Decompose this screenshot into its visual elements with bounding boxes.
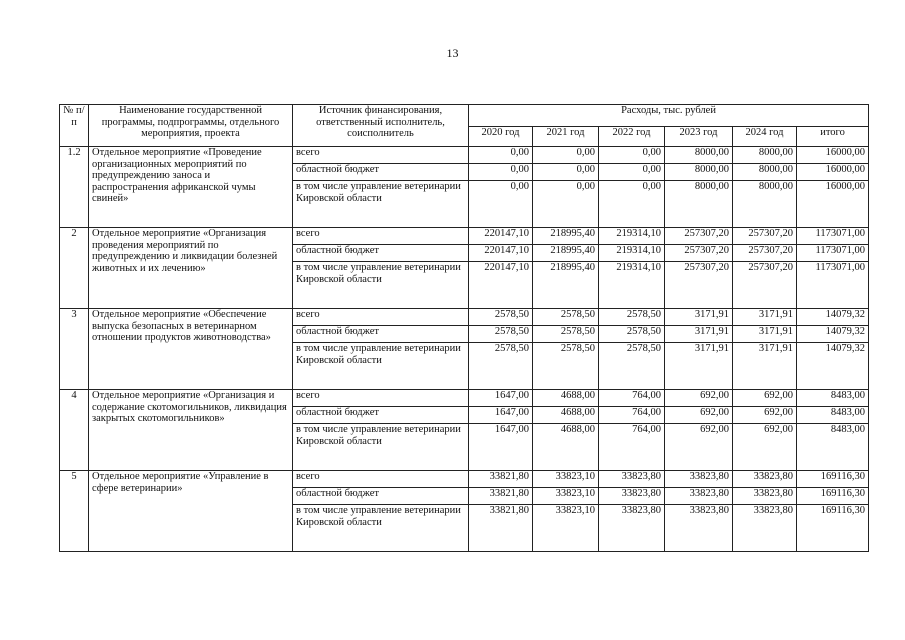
total-value: 1173071,00 — [797, 228, 869, 245]
year-value: 257307,20 — [733, 262, 797, 309]
year-value: 220147,10 — [469, 228, 533, 245]
header-num: № п/п — [60, 105, 89, 147]
page-number: 13 — [446, 46, 459, 60]
year-value: 218995,40 — [533, 228, 599, 245]
funding-source: областной бюджет — [293, 245, 469, 262]
total-value: 16000,00 — [797, 164, 869, 181]
year-value: 764,00 — [599, 390, 665, 407]
header-name: Наименование государственной программы, подпрограммы, отдельного мероприятия, проекта — [89, 105, 293, 147]
year-value: 2578,50 — [533, 309, 599, 326]
year-value: 33823,10 — [533, 488, 599, 505]
table-row — [60, 147, 869, 164]
year-value: 8000,00 — [733, 147, 797, 164]
total-value: 1173071,00 — [797, 262, 869, 309]
year-value: 220147,10 — [469, 262, 533, 309]
year-value: 257307,20 — [665, 245, 733, 262]
header-expenses: Расходы, тыс. рублей — [469, 105, 869, 127]
header-year: 2024 год — [733, 127, 797, 147]
funding-source: всего — [293, 390, 469, 407]
measure-name: Отдельное мероприятие «Организация и содержание скотомогильников, ликвидация закрытых скотомогильников» — [89, 390, 293, 471]
measure-name: Отдельное мероприятие «Проведение организационных мероприятий по предупреждению заноса и распространения африканской чумы свиней» — [89, 147, 293, 228]
total-value: 8483,00 — [797, 390, 869, 407]
row-number: 1.2 — [60, 147, 89, 228]
year-value: 8000,00 — [665, 181, 733, 228]
table-row — [60, 471, 869, 488]
year-value: 3171,91 — [733, 309, 797, 326]
year-value: 0,00 — [469, 181, 533, 228]
row-number: 4 — [60, 390, 89, 471]
year-value: 2578,50 — [599, 343, 665, 390]
year-value: 218995,40 — [533, 262, 599, 309]
year-value: 220147,10 — [469, 245, 533, 262]
table-row — [60, 228, 869, 245]
row-number: 3 — [60, 309, 89, 390]
measure-name: Отдельное мероприятие «Управление в сфере ветеринарии» — [89, 471, 293, 552]
year-value: 2578,50 — [599, 326, 665, 343]
total-value: 8483,00 — [797, 424, 869, 471]
year-value: 8000,00 — [733, 181, 797, 228]
table-body — [60, 147, 869, 552]
funding-source: в том числе управление ветеринарии Кировской области — [293, 424, 469, 471]
funding-source: всего — [293, 471, 469, 488]
year-value: 257307,20 — [733, 245, 797, 262]
total-value: 8483,00 — [797, 407, 869, 424]
year-value: 0,00 — [599, 164, 665, 181]
year-value: 692,00 — [665, 407, 733, 424]
header-source: Источник финансирования, ответственный исполнитель, соисполнитель — [293, 105, 469, 147]
year-value: 692,00 — [733, 390, 797, 407]
year-value: 692,00 — [733, 424, 797, 471]
year-value: 4688,00 — [533, 407, 599, 424]
funding-source: в том числе управление ветеринарии Кировской области — [293, 262, 469, 309]
year-value: 219314,10 — [599, 262, 665, 309]
total-value: 169116,30 — [797, 505, 869, 552]
year-value: 33823,80 — [665, 488, 733, 505]
year-value: 33823,80 — [733, 488, 797, 505]
year-value: 33823,80 — [665, 505, 733, 552]
funding-source: областной бюджет — [293, 164, 469, 181]
funding-source: в том числе управление ветеринарии Кировской области — [293, 505, 469, 552]
year-value: 764,00 — [599, 424, 665, 471]
year-value: 2578,50 — [469, 309, 533, 326]
total-value: 1173071,00 — [797, 245, 869, 262]
year-value: 8000,00 — [733, 164, 797, 181]
year-value: 33823,80 — [733, 505, 797, 552]
year-value: 2578,50 — [469, 326, 533, 343]
year-value: 692,00 — [733, 407, 797, 424]
year-value: 2578,50 — [533, 343, 599, 390]
year-value: 33821,80 — [469, 471, 533, 488]
total-value: 16000,00 — [797, 181, 869, 228]
total-value: 14079,32 — [797, 326, 869, 343]
year-value: 0,00 — [599, 181, 665, 228]
year-value: 0,00 — [599, 147, 665, 164]
year-value: 2578,50 — [599, 309, 665, 326]
year-value: 8000,00 — [665, 164, 733, 181]
year-value: 33821,80 — [469, 505, 533, 552]
header-total: итого — [797, 127, 869, 147]
year-value: 33823,80 — [599, 471, 665, 488]
year-value: 257307,20 — [665, 262, 733, 309]
year-value: 3171,91 — [665, 343, 733, 390]
budget-table — [59, 104, 869, 552]
year-value: 1647,00 — [469, 407, 533, 424]
year-value: 3171,91 — [733, 343, 797, 390]
header-year: 2022 год — [599, 127, 665, 147]
year-value: 33821,80 — [469, 488, 533, 505]
funding-source: всего — [293, 309, 469, 326]
header-year: 2023 год — [665, 127, 733, 147]
year-value: 2578,50 — [469, 343, 533, 390]
total-value: 14079,32 — [797, 343, 869, 390]
year-value: 33823,80 — [599, 505, 665, 552]
table-row — [60, 309, 869, 326]
year-value: 0,00 — [533, 164, 599, 181]
year-value: 764,00 — [599, 407, 665, 424]
total-value: 169116,30 — [797, 471, 869, 488]
year-value: 3171,91 — [665, 309, 733, 326]
year-value: 1647,00 — [469, 424, 533, 471]
year-value: 1647,00 — [469, 390, 533, 407]
year-value: 0,00 — [533, 147, 599, 164]
year-value: 33823,80 — [665, 471, 733, 488]
row-number: 2 — [60, 228, 89, 309]
year-value: 2578,50 — [533, 326, 599, 343]
funding-source: всего — [293, 147, 469, 164]
row-number: 5 — [60, 471, 89, 552]
year-value: 0,00 — [469, 147, 533, 164]
funding-source: областной бюджет — [293, 488, 469, 505]
year-value: 33823,10 — [533, 471, 599, 488]
table-row — [60, 390, 869, 407]
total-value: 16000,00 — [797, 147, 869, 164]
year-value: 692,00 — [665, 424, 733, 471]
measure-name: Отдельное мероприятие «Обеспечение выпуска безопасных в ветеринарном отношении продуктов животноводства» — [89, 309, 293, 390]
year-value: 257307,20 — [665, 228, 733, 245]
year-value: 0,00 — [533, 181, 599, 228]
year-value: 3171,91 — [733, 326, 797, 343]
total-value: 169116,30 — [797, 488, 869, 505]
year-value: 8000,00 — [665, 147, 733, 164]
total-value: 14079,32 — [797, 309, 869, 326]
measure-name: Отдельное мероприятие «Организация проведения мероприятий по предупреждению и ликвидации болезней животных и их лечению» — [89, 228, 293, 309]
year-value: 33823,80 — [733, 471, 797, 488]
year-value: 692,00 — [665, 390, 733, 407]
year-value: 257307,20 — [733, 228, 797, 245]
year-value: 4688,00 — [533, 424, 599, 471]
year-value: 219314,10 — [599, 228, 665, 245]
year-value: 3171,91 — [665, 326, 733, 343]
funding-source: в том числе управление ветеринарии Кировской области — [293, 181, 469, 228]
year-value: 33823,10 — [533, 505, 599, 552]
year-value: 219314,10 — [599, 245, 665, 262]
year-value: 4688,00 — [533, 390, 599, 407]
header-year: 2021 год — [533, 127, 599, 147]
funding-source: всего — [293, 228, 469, 245]
funding-source: областной бюджет — [293, 407, 469, 424]
header-year: 2020 год — [469, 127, 533, 147]
year-value: 218995,40 — [533, 245, 599, 262]
year-value: 0,00 — [469, 164, 533, 181]
funding-source: областной бюджет — [293, 326, 469, 343]
funding-source: в том числе управление ветеринарии Кировской области — [293, 343, 469, 390]
year-value: 33823,80 — [599, 488, 665, 505]
